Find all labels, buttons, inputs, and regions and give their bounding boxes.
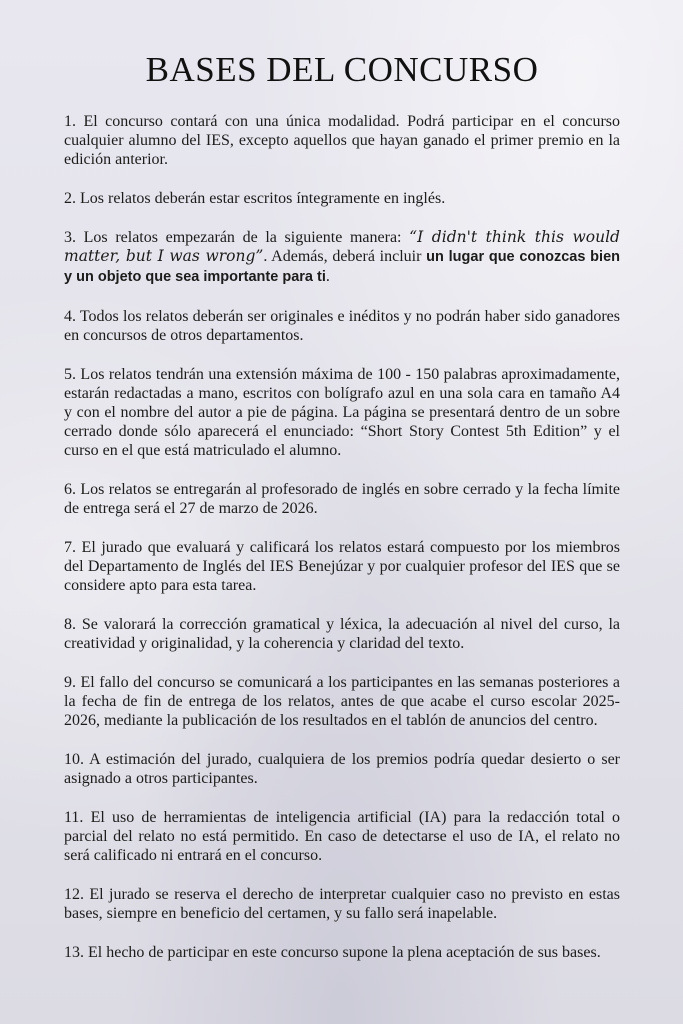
rule-8: 8. Se valorará la corrección gramatical y léxica, la adecuación al nivel del curso, la creatividad y originalidad, y la coherencia y claridad del texto. — [64, 616, 620, 652]
rule-3-middle: . Además, deberá incluir — [263, 248, 427, 265]
rule-9: 9. El fallo del concurso se comunicará a los participantes en las semanas posteriores a la fecha de fin de entrega de los relatos, antes de que acabe el curso escolar 2025-2026, mediante la publicación de los resultados en el tablón de anuncios del centro. — [64, 674, 620, 729]
rule-10: 10. A estimación del jurado, cualquiera de los premios podría quedar desierto o ser asignado a otros participantes. — [64, 751, 620, 787]
rule-4: 4. Todos los relatos deberán ser originales e inéditos y no podrán haber sido ganadores en concursos de otros departamentos. — [64, 308, 620, 344]
rule-1: 1. El concurso contará con una única modalidad. Podrá participar en el concurso cualquier alumno del IES, excepto aquellos que hayan ganado el primer premio en la edición anterior. — [64, 113, 620, 168]
rule-6: 6. Los relatos se entregarán al profesorado de inglés en sobre cerrado y la fecha límite de entrega será el 27 de marzo de 2026. — [64, 481, 620, 517]
rule-7: 7. El jurado que evaluará y calificará los relatos estará compuesto por los miembros del Departamento de Inglés del IES Benejúzar y por cualquier profesor del IES que se considere apto para esta tarea. — [64, 539, 620, 594]
rule-13: 13. El hecho de participar en este concurso supone la plena aceptación de sus bases. — [64, 944, 601, 961]
rule-12: 12. El jurado se reserva el derecho de interpretar cualquier caso no previsto en estas bases, siempre en beneficio del certamen, y su fallo será inapelable. — [64, 886, 620, 922]
rule-3-requirement: un lugar que conozcas bien y un objeto que sea importante para ti — [64, 249, 620, 285]
rule-3-opening-quote: “I didn't think this would matter, but I was wrong” — [64, 228, 620, 265]
rule-5: 5. Los relatos tendrán una extensión máxima de 100 - 150 palabras aproximadamente, estarán redactadas a mano, escritos con bolígrafo azul en una sola cara en tamaño A4 y con el nombre del autor a pie de página. La página se presentará dentro de un sobre cerrado donde sólo aparecerá el enunciado: “Short Story Contest 5th Edition” y el curso en el que está matriculado el alumno. — [64, 366, 620, 459]
rule-11: 11. El uso de herramientas de inteligencia artificial (IA) para la redacción total o parcial del relato no está permitido. En caso de detectarse el uso de IA, el relato no será calificado ni entrará en el concurso. — [64, 809, 620, 864]
rules-document — [64, 50, 620, 962]
rule-3 — [64, 228, 620, 287]
rule-3-end: . — [325, 268, 330, 285]
page-title: BASES DEL CONCURSO — [145, 50, 539, 89]
rule-3-intro: 3. Los relatos empezarán de la siguiente manera: — [64, 229, 410, 246]
rule-2: 2. Los relatos deberán estar escritos íntegramente en inglés. — [64, 190, 446, 207]
